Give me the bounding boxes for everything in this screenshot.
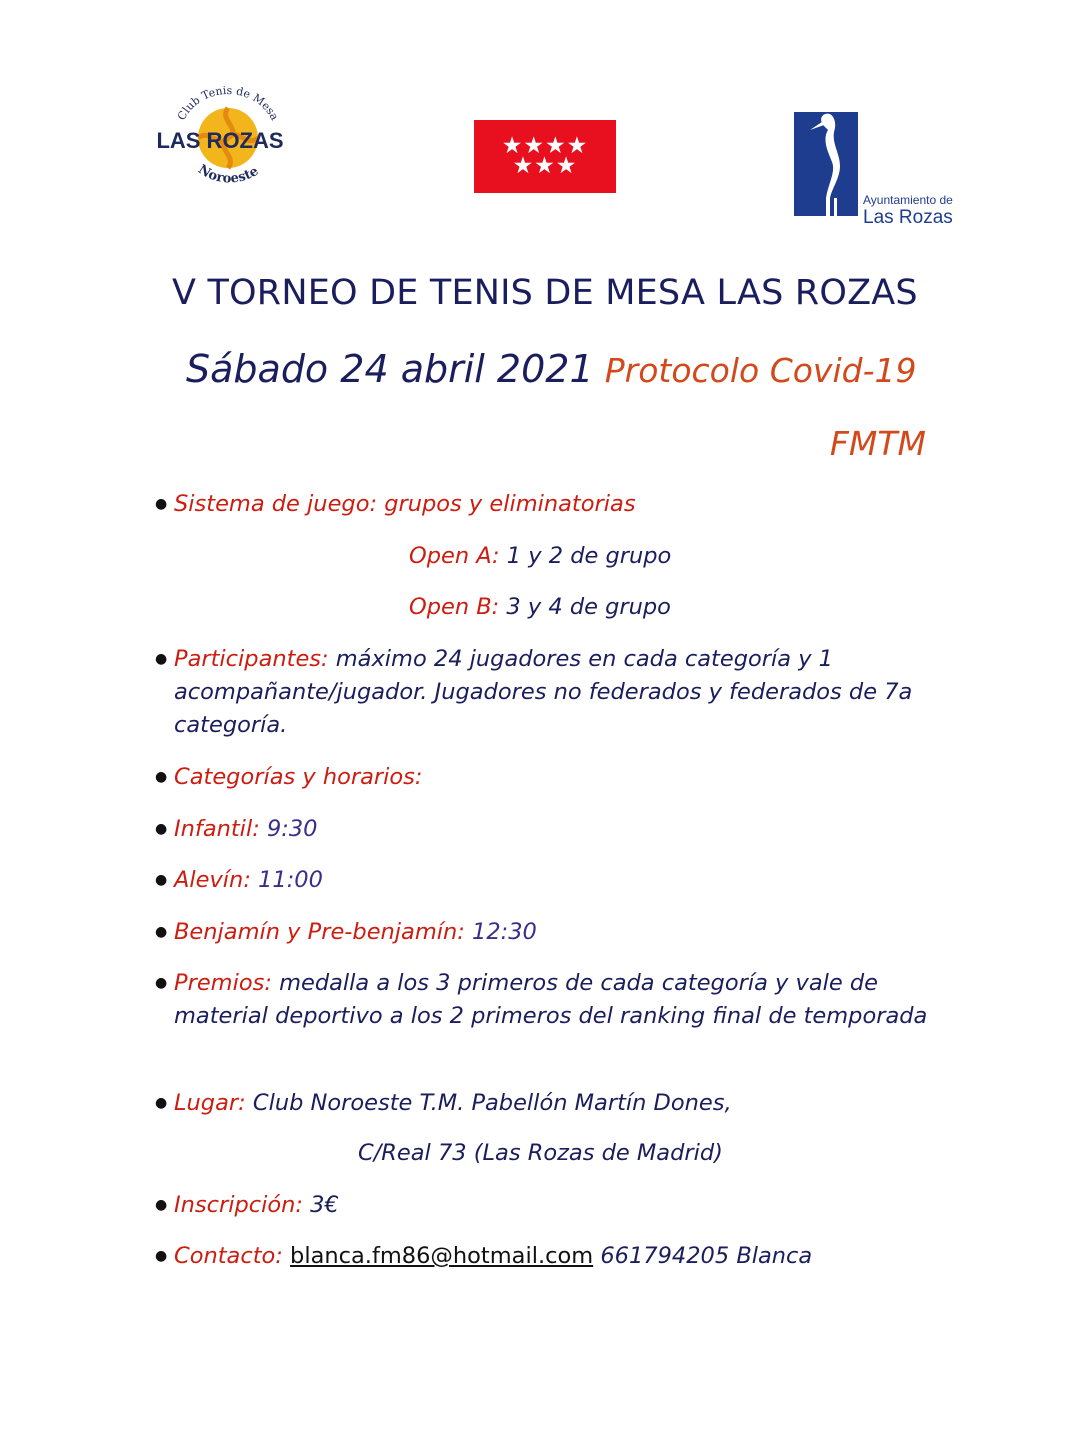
open-a-line <box>409 540 671 573</box>
list-item-benjamin <box>155 916 935 949</box>
protocol-label: Protocolo Covid-19 <box>604 351 917 390</box>
contact-phone: 661794205 Blanca <box>600 1243 813 1269</box>
bullet-icon: ● <box>155 1095 168 1111</box>
ayto-line2: Las Rozas <box>863 207 953 228</box>
alevin-value: 11:00 <box>258 867 323 893</box>
list-item-categorias <box>155 761 935 794</box>
list-item-premios <box>155 967 935 1033</box>
list-item-contacto <box>155 1240 935 1273</box>
lugar-address: C/Real 73 (Las Rozas de Madrid) <box>358 1140 723 1166</box>
stars-icon: ★★★★ ★★★ <box>501 133 589 179</box>
bullet-icon: ● <box>155 821 168 837</box>
contact-email-link[interactable]: blanca.fm86@hotmail.com <box>290 1243 594 1269</box>
benjamin-value: 12:30 <box>472 919 537 945</box>
list-item-alevin <box>155 864 935 897</box>
lugar-value: Club Noroeste T.M. Pabellón Martín Dones, <box>252 1090 732 1116</box>
bullet-icon: ● <box>155 496 168 512</box>
infantil-value: 9:30 <box>266 816 318 842</box>
list-item-infantil <box>155 813 935 846</box>
club-name: LAS ROZAS <box>156 128 284 153</box>
open-b-line <box>409 591 671 624</box>
list-item-inscripcion <box>155 1189 935 1222</box>
club-top-text: Club Tenis de Mesa <box>174 83 282 123</box>
open-b-value: 3 y 4 de grupo <box>506 594 671 620</box>
ayuntamiento-logo <box>788 106 974 228</box>
bullet-icon: ● <box>155 651 168 667</box>
sistema-label: Sistema de juego: grupos y eliminatorias <box>174 491 636 517</box>
open-a-label: Open A: <box>409 543 500 569</box>
bullet-icon: ● <box>155 872 168 888</box>
inscripcion-value: 3€ <box>310 1192 339 1218</box>
club-bottom-text: Noroeste <box>195 162 262 187</box>
bullet-icon: ● <box>155 1197 168 1213</box>
list-item-sistema <box>155 488 935 521</box>
contacto-label: Contacto: <box>174 1243 283 1269</box>
page-title: V TORNEO DE TENIS DE MESA LAS ROZAS <box>172 273 918 313</box>
participantes-value: máximo 24 jugadores en cada categoría y 1 acompañante/jugador. Jugadores no federados y federados de 7a categoría. <box>174 646 913 738</box>
bullet-icon: ● <box>155 1248 168 1264</box>
premios-label: Premios: <box>174 970 272 996</box>
ayto-line1: Ayuntamiento de <box>863 193 953 207</box>
bullet-icon: ● <box>155 924 168 940</box>
fmtm-label: FMTM <box>829 424 926 463</box>
alevin-label: Alevín: <box>174 867 251 893</box>
bullet-icon: ● <box>155 769 168 785</box>
list-item-participantes <box>155 643 935 742</box>
list-item-lugar <box>155 1087 935 1120</box>
bullet-icon: ● <box>155 975 168 991</box>
infantil-label: Infantil: <box>174 816 260 842</box>
open-a-value: 1 y 2 de grupo <box>506 543 672 569</box>
lugar-label: Lugar: <box>174 1090 246 1116</box>
categorias-label: Categorías y horarios: <box>174 764 423 790</box>
inscripcion-label: Inscripción: <box>174 1192 304 1218</box>
club-logo <box>148 80 298 195</box>
date-line <box>186 347 916 391</box>
participantes-label: Participantes: <box>174 646 329 672</box>
event-date: Sábado 24 abril 2021 <box>186 347 594 391</box>
open-b-label: Open B: <box>409 594 500 620</box>
benjamin-label: Benjamín y Pre-benjamín: <box>174 919 465 945</box>
premios-value: medalla a los 3 primeros de cada categoría y vale de material deportivo a los 2 primeros del ranking final de temporada <box>174 970 928 1029</box>
madrid-flag-logo <box>474 120 616 193</box>
